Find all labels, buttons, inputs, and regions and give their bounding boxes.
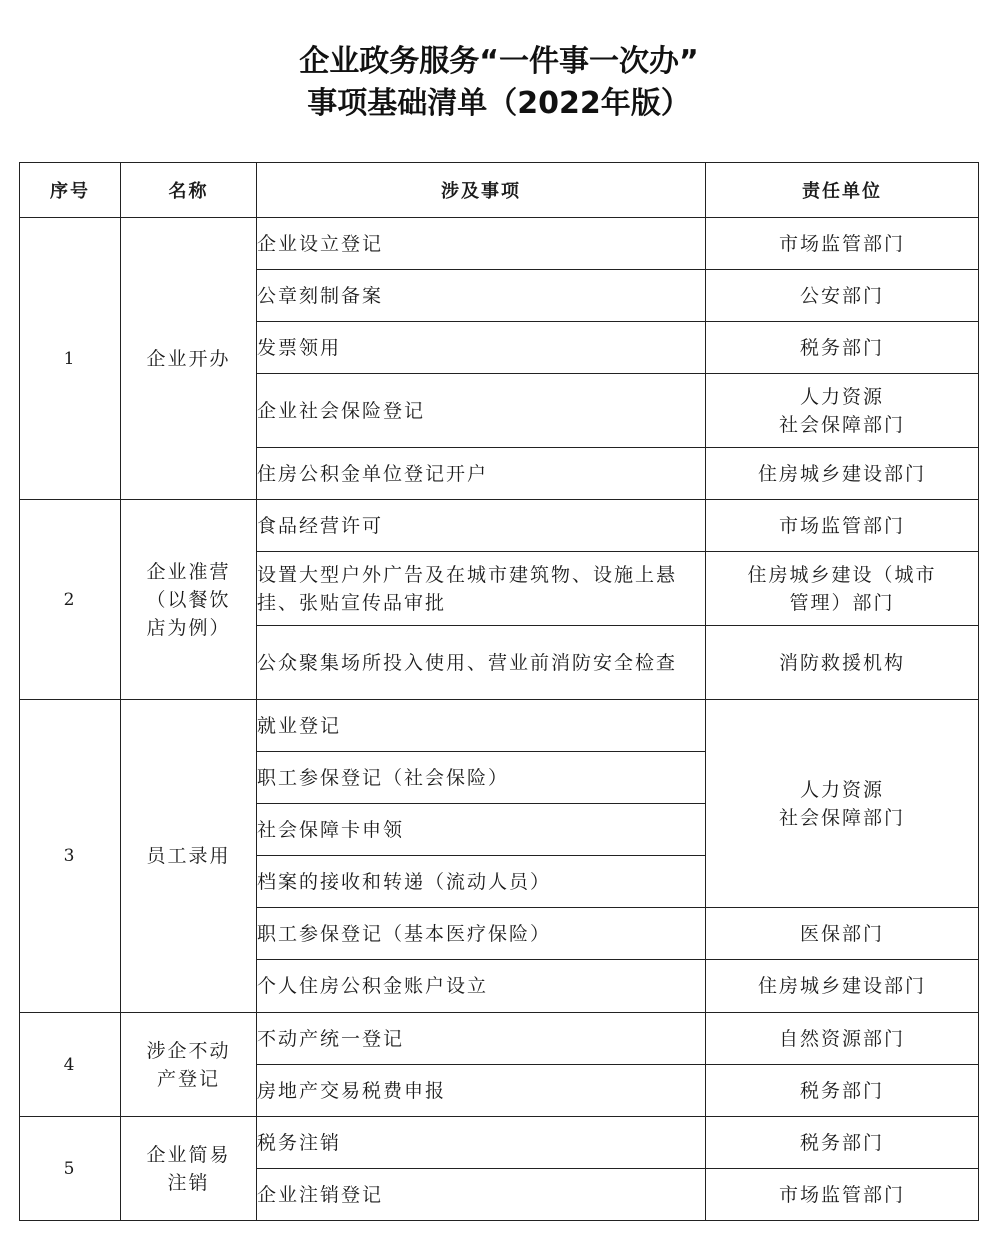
unit-line: 税务部门	[799, 1131, 884, 1154]
group-name	[121, 1117, 257, 1221]
item-cell: 公众聚集场所投入使用、营业前消防安全检查	[257, 626, 706, 700]
unit-line: 住房城乡建设部门	[757, 975, 926, 997]
item-cell: 个人住房公积金账户设立	[257, 960, 706, 1013]
document-title-line-2: 事项基础清单（2022年版）	[307, 86, 691, 121]
table-row	[20, 218, 979, 270]
item-cell: 职工参保登记（社会保险）	[257, 752, 706, 804]
unit-cell	[706, 1013, 979, 1065]
group-seq: 4	[20, 1013, 121, 1117]
group-name	[121, 218, 257, 500]
unit-line: 公安部门	[799, 284, 884, 307]
unit-line: 社会保障部门	[778, 806, 905, 829]
group-name-line: 企业开办	[146, 347, 231, 370]
item-cell: 公章刻制备案	[257, 270, 706, 322]
group-seq: 5	[20, 1117, 121, 1221]
group-name	[121, 700, 257, 1013]
unit-cell	[706, 1117, 979, 1169]
unit-line: 住房城乡建设（城市	[747, 563, 937, 586]
document-title-line-1: 企业政务服务“一件事一次办”	[299, 44, 699, 79]
unit-line: 税务部门	[799, 336, 884, 359]
group-name-line: 店为例）	[146, 616, 231, 639]
unit-cell	[706, 448, 979, 500]
unit-cell	[706, 218, 979, 270]
unit-cell	[706, 322, 979, 374]
unit-cell	[706, 626, 979, 700]
group-name-line: 员工录用	[146, 845, 231, 867]
unit-cell	[706, 960, 979, 1013]
unit-cell	[706, 270, 979, 322]
item-cell: 企业设立登记	[257, 218, 706, 270]
group-seq: 2	[20, 500, 121, 700]
unit-line: 消防救援机构	[778, 651, 905, 674]
group-seq: 1	[20, 218, 121, 500]
group-name-line: 注销	[167, 1171, 210, 1194]
group-name-line: 产登记	[156, 1067, 220, 1090]
group-name	[121, 500, 257, 700]
unit-line: 市场监管部门	[778, 232, 905, 255]
unit-line: 市场监管部门	[778, 1183, 905, 1206]
item-cell: 税务注销	[257, 1117, 706, 1169]
header-name: 名称	[121, 163, 257, 218]
unit-line: 自然资源部门	[778, 1027, 905, 1050]
table-row	[20, 1013, 979, 1065]
unit-cell	[706, 552, 979, 626]
unit-cell	[706, 1065, 979, 1117]
item-cell: 发票领用	[257, 322, 706, 374]
unit-line: 管理）部门	[789, 591, 895, 614]
item-cell: 企业注销登记	[257, 1169, 706, 1221]
service-items-table	[19, 162, 979, 1221]
header-seq: 序号	[20, 163, 121, 218]
header-unit: 责任单位	[706, 163, 979, 218]
item-cell: 房地产交易税费申报	[257, 1065, 706, 1117]
table-header-row	[20, 163, 979, 218]
item-cell: 档案的接收和转递（流动人员）	[257, 856, 706, 908]
item-cell: 社会保障卡申领	[257, 804, 706, 856]
group-name-line: 企业准营	[146, 560, 231, 583]
unit-line: 住房城乡建设部门	[757, 462, 926, 485]
item-cell: 职工参保登记（基本医疗保险）	[257, 908, 706, 960]
unit-cell	[706, 500, 979, 552]
group-seq: 3	[20, 700, 121, 1013]
item-cell: 不动产统一登记	[257, 1013, 706, 1065]
header-items: 涉及事项	[257, 163, 706, 218]
group-name-line: （以餐饮	[146, 588, 231, 611]
item-cell: 就业登记	[257, 700, 706, 752]
unit-cell	[706, 1169, 979, 1221]
unit-cell	[706, 700, 979, 908]
group-name-line: 涉企不动	[146, 1039, 231, 1062]
item-cell: 设置大型户外广告及在城市建筑物、设施上悬挂、张贴宣传品审批	[257, 552, 706, 626]
item-cell: 企业社会保险登记	[257, 374, 706, 448]
table-row	[20, 1117, 979, 1169]
item-cell: 食品经营许可	[257, 500, 706, 552]
table-row	[20, 700, 979, 752]
unit-line: 市场监管部门	[778, 514, 905, 537]
unit-cell	[706, 908, 979, 960]
unit-cell	[706, 374, 979, 448]
group-name-line: 企业简易	[146, 1143, 231, 1166]
unit-line: 人力资源	[799, 385, 884, 408]
unit-line: 医保部门	[799, 922, 884, 945]
table-row	[20, 500, 979, 552]
unit-line: 社会保障部门	[778, 413, 905, 436]
item-cell: 住房公积金单位登记开户	[257, 448, 706, 500]
unit-line: 税务部门	[799, 1079, 884, 1102]
group-name	[121, 1013, 257, 1117]
unit-line: 人力资源	[799, 778, 884, 801]
